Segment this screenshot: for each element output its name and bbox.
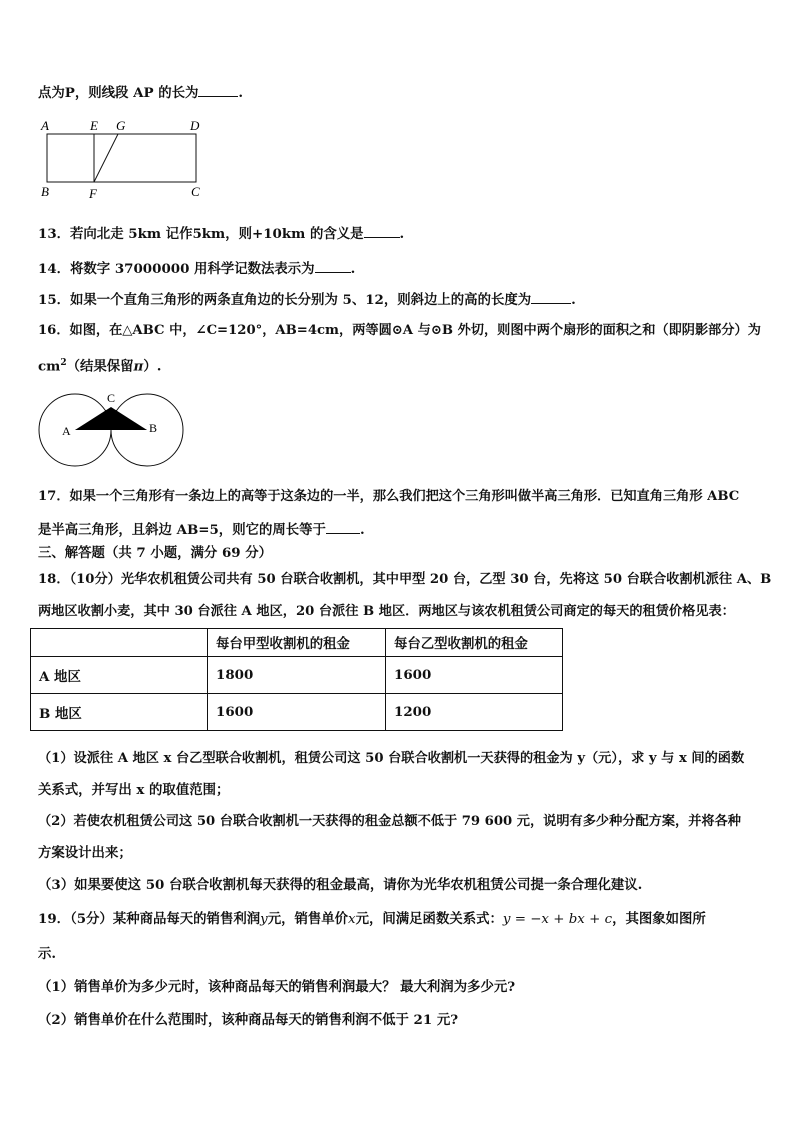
q16-text: 16．如图，在△ABC 中，∠C=120°，AB=4cm，两等圆⊙A 与⊙B 外切，则图中两个扇形的面积之和（即阴影部分）为 <box>38 323 761 338</box>
q17-end: . <box>359 522 365 538</box>
label-c: C <box>191 184 200 199</box>
label-g: G <box>116 118 126 133</box>
q19-part2: （2）销售单价在什么范围时，该种商品每天的销售利润不低于 21 元? <box>38 1012 459 1028</box>
q12-line <box>38 83 243 102</box>
table-row <box>31 657 563 694</box>
q13-text: 13．若向北走 5km 记作5km，则+10km 的含义是 <box>38 226 364 242</box>
question-13 <box>38 224 404 243</box>
table-cell: 1600 <box>386 657 563 694</box>
table-cell: 1200 <box>386 694 563 731</box>
q15-text: 15．如果一个直角三角形的两条直角边的长分别为 5、12，则斜边上的高的长度为 <box>38 292 532 308</box>
q12-text: 点为P，则线段 AP 的长为 <box>38 85 199 101</box>
var-x: x <box>348 912 356 927</box>
label-f: F <box>89 186 97 201</box>
q19-text: ，其图象如图所 <box>612 911 706 927</box>
label-b: B <box>149 421 158 435</box>
table-header-row <box>31 629 563 657</box>
rectangle-figure <box>38 116 213 202</box>
table-cell: 1800 <box>208 657 386 694</box>
question-19-line2: 示. <box>38 946 57 962</box>
q15-end: . <box>571 292 576 308</box>
q18-part3: （3）如果要使这 50 台联合收割机每天获得的租金最高，请你为光华农机租赁公司提一条合理化建议. <box>38 877 643 893</box>
table-cell: 1600 <box>208 694 386 731</box>
q16-sup: 2 <box>60 358 67 368</box>
question-18-line2: 两地区收割小麦，其中 30 台派往 A 地区，20 台派往 B 地区．两地区与该农机租赁公司商定的每天的租赁价格见表： <box>38 604 735 619</box>
label-e: E <box>90 118 98 133</box>
rectangle-abcd <box>47 134 196 182</box>
q19-text: 元，销售单价 <box>267 911 349 927</box>
q17-text2: 是半高三角形，且斜边 AB=5，则它的周长等于 <box>38 522 326 538</box>
table-header-cell: 每台乙型收割机的租金 <box>386 629 563 657</box>
q14-end: . <box>350 261 356 277</box>
table-header-cell: 每台甲型收割机的租金 <box>208 629 386 657</box>
q16-end: ）. <box>143 358 162 375</box>
q18-part1-line1: （1）设派往 A 地区 x 台乙型联合收割机，租赁公司这 50 台联合收割机一天获得的租金为 y（元），求 y 与 x 间的函数 <box>38 751 745 766</box>
rent-table <box>30 628 563 731</box>
q12-end: . <box>238 85 244 101</box>
q19-text: 19．（5分）某种商品每天的销售利润 <box>38 911 261 927</box>
label-c: C <box>107 391 116 405</box>
table-cell: B 地区 <box>31 694 208 731</box>
q13-end: . <box>399 226 405 242</box>
q18-part1-line2: 关系式，并写出 x 的取值范围； <box>38 782 230 798</box>
table-row <box>31 694 563 731</box>
question-17-line2 <box>38 520 365 539</box>
q17-text: 17．如果一个三角形有一条边上的高等于这条边的一半，那么我们把这个三角形叫做半高三角形．已知直角三角形 ABC <box>38 489 740 504</box>
q16-rest: （结果保留 <box>66 358 134 375</box>
label-d: D <box>190 118 200 133</box>
question-15 <box>38 290 576 309</box>
question-16-line1 <box>38 322 761 340</box>
label-a: A <box>41 118 49 133</box>
var-y: y <box>260 912 268 927</box>
section-title: 三、解答题（共 7 小题，满分 69 分） <box>38 545 273 561</box>
question-18-line1: 18．（10分）光华农机租赁公司共有 50 台联合收割机，其中甲型 20 台，乙型 30 台，先将这 50 台联合收割机派往 A、B <box>38 572 772 587</box>
segment-fg <box>94 134 118 182</box>
q19-part1: （1）销售单价为多少元时，该种商品每天的销售利润最大？ 最大利润为多少元? <box>38 979 516 995</box>
q18-part2-line2: 方案设计出来； <box>38 845 132 861</box>
answer-blank <box>531 290 571 304</box>
table-header-cell <box>31 629 208 657</box>
circles-figure <box>38 385 188 471</box>
question-17-line1 <box>38 488 739 506</box>
pi-symbol: π <box>133 358 144 375</box>
question-16-line2 <box>38 354 161 375</box>
triangle-abc <box>75 407 147 430</box>
q19-text: 元，间满足函数关系式： <box>355 911 503 927</box>
function-formula: y = −x + bx + c <box>502 912 613 927</box>
question-14 <box>38 259 355 278</box>
answer-blank <box>315 259 351 273</box>
table-cell: A 地区 <box>31 657 208 694</box>
q14-text: 14．将数字 37000000 用科学记数法表示为 <box>38 261 315 277</box>
answer-blank <box>198 83 238 97</box>
q16-unit: cm <box>38 358 61 375</box>
label-b: B <box>41 184 49 199</box>
question-19-line1 <box>38 910 706 929</box>
answer-blank <box>364 224 400 238</box>
q18-part2-line1: （2）若使农机租赁公司这 50 台联合收割机一天获得的租金总额不低于 79 600 元，说明有多少种分配方案，并将各种 <box>38 814 741 829</box>
label-a: A <box>62 424 71 438</box>
answer-blank <box>326 520 360 534</box>
